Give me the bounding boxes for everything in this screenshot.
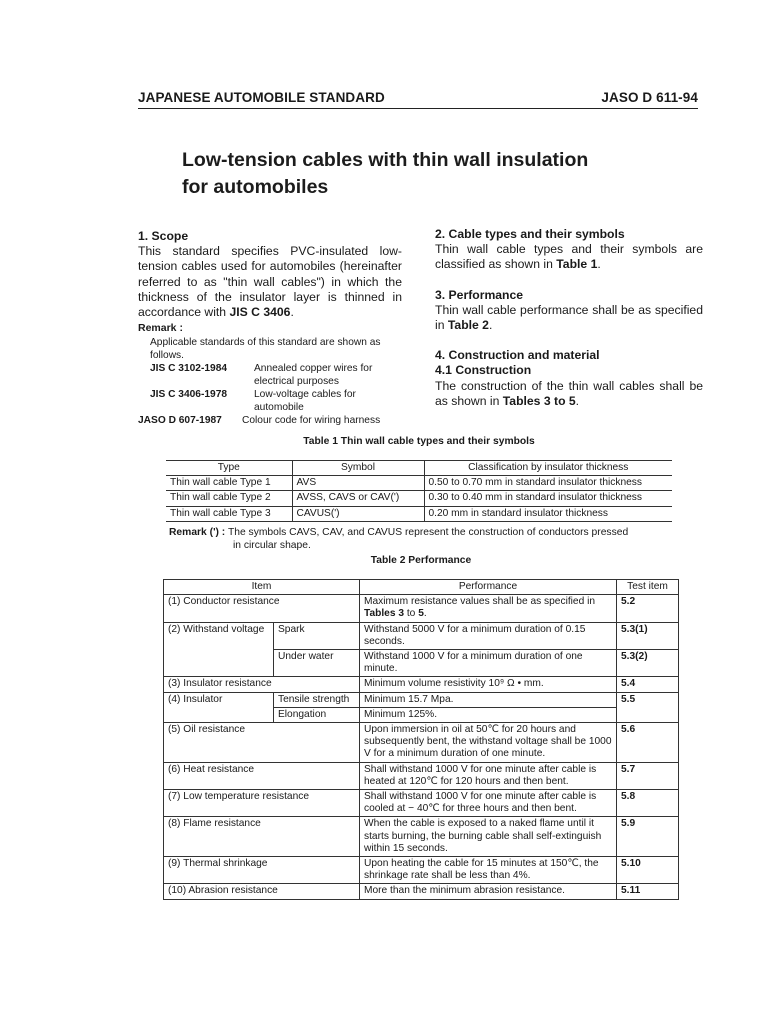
table-cell: 0.50 to 0.70 mm in standard insulator thickness <box>424 476 672 491</box>
table-header-row <box>166 461 672 476</box>
performance-text-main: Thin wall cable performance shall be as specified in <box>435 302 703 333</box>
document-title <box>182 147 702 201</box>
construction-text-main: The construction of the thin wall cables shall be as shown in <box>435 378 703 408</box>
cable-types-text-ref: Table 1 <box>556 257 598 272</box>
table-cell: Thin wall cable Type 3 <box>166 506 292 521</box>
scope-text-ref: JIS C 3406 <box>229 305 291 320</box>
table-row <box>164 723 679 763</box>
table-cell-item: (4) Insulator <box>164 692 274 722</box>
table-row <box>164 692 679 707</box>
table-cell-test: 5.11 <box>617 884 679 899</box>
performance-text-ref: Table 2 <box>447 318 489 333</box>
title-line-1: Low-tension cables with thin wall insulation <box>182 149 589 171</box>
construction-subheading: 4.1 Construction <box>435 363 532 378</box>
perf-text: to <box>404 608 419 620</box>
table-cell-performance: Shall withstand 1000 V for one minute after cable is cooled at − 40℃ for three hours and then bent. <box>360 790 617 817</box>
table-cell-performance: Shall withstand 1000 V for one minute after cable is heated at 120℃ for 120 hours and then bent. <box>360 762 617 789</box>
table2-header-item: Item <box>164 580 360 595</box>
table-cell-performance: Minimum 15.7 Mpa. <box>360 692 617 707</box>
perf-text: Maximum resistance values shall be as specified in <box>364 596 596 608</box>
table1-remark-label: Remark (') : <box>169 527 226 538</box>
table-cell: AVS <box>292 476 424 491</box>
standard-row <box>150 362 402 388</box>
table-cell: 0.20 mm in standard insulator thickness <box>424 506 672 521</box>
table-cell-test: 5.5 <box>617 692 679 722</box>
table-cell: AVSS, CAVS or CAV(') <box>292 491 424 506</box>
table-cell-item: (5) Oil resistance <box>164 723 360 763</box>
table-cell-performance: Withstand 5000 V for a minimum duration of 0.15 seconds. <box>360 622 617 649</box>
table-row <box>166 491 672 506</box>
table-row <box>164 790 679 817</box>
perf-ref: 5 <box>418 608 424 620</box>
table-cell-item: (8) Flame resistance <box>164 817 360 857</box>
table1-remark <box>169 527 679 552</box>
scope-text-main: This standard specifies PVC-insulated low-tension cables used for automobiles (hereinafter referred to as "thin wall cables") in which the thickness of the insulator layer is thinned in accordance with <box>138 244 402 320</box>
table-cell-item: (6) Heat resistance <box>164 762 360 789</box>
table2 <box>163 579 679 900</box>
standard-desc: Low-voltage cables for automobile <box>254 389 356 414</box>
scope-text-end: . <box>290 305 294 320</box>
performance-heading: 3. Performance <box>435 287 524 302</box>
standard-code: JIS C 3406-1978 <box>150 389 228 401</box>
table1-header-symbol: Symbol <box>292 461 424 476</box>
perf-text: . <box>423 608 427 620</box>
standard-desc: Colour code for wiring harness <box>242 415 381 427</box>
scope-heading: 1. Scope <box>138 229 189 243</box>
table-cell-subitem: Spark <box>274 622 360 649</box>
table-cell: 0.30 to 0.40 mm in standard insulator thickness <box>424 491 672 506</box>
table1-header-classification: Classification by insulator thickness <box>424 461 672 476</box>
table-cell-subitem: Elongation <box>274 707 360 722</box>
right-column <box>435 227 703 409</box>
table2-caption: Table 2 Performance <box>370 555 472 566</box>
standard-row <box>138 414 402 427</box>
table-cell-performance: When the cable is exposed to a naked flame until it starts burning, the burning cable shall self-extinguish within 15 seconds. <box>360 817 617 857</box>
table-row <box>166 476 672 491</box>
standard-desc: Annealed copper wires for electrical purposes <box>254 363 373 388</box>
scope-remark-heading: Remark : <box>138 322 183 335</box>
performance-text-end: . <box>488 318 493 333</box>
table1-remark-text: The symbols CAVS, CAV, and CAVUS represent the construction of conductors pressed <box>227 527 629 538</box>
table-cell-subitem: Tensile strength <box>274 692 360 707</box>
table-cell-subitem: Under water <box>274 650 360 677</box>
scope-text <box>138 244 402 320</box>
table1-header-type: Type <box>166 461 292 476</box>
table1-remark-text-2: in circular shape. <box>233 539 311 551</box>
construction-text-ref: Tables 3 to 5 <box>502 393 576 408</box>
table-cell-item: (1) Conductor resistance <box>164 595 360 622</box>
table-row <box>164 622 679 649</box>
table-cell-performance: More than the minimum abrasion resistance. <box>360 884 617 899</box>
header-right: JASO D 611-94 <box>601 90 698 105</box>
table-cell-performance: Minimum volume resistivity 10⁹ Ω • mm. <box>360 677 617 692</box>
perf-ref: Tables 3 <box>364 608 405 620</box>
standard-row <box>150 388 402 414</box>
cable-types-text-main: Thin wall cable types and their symbols are classified as shown in <box>435 242 703 272</box>
table-cell-test: 5.3(2) <box>617 650 679 677</box>
table-cell-test: 5.2 <box>617 595 679 622</box>
construction-text-end: . <box>575 393 580 408</box>
header-left: JAPANESE AUTOMOBILE STANDARD <box>138 90 385 105</box>
title-line-2: for automobiles <box>182 176 329 198</box>
cable-types-heading: 2. Cable types and their symbols <box>435 227 625 241</box>
table1-caption: Table 1 Thin wall cable types and their symbols <box>303 436 535 447</box>
standard-code: JASO D 607-1987 <box>138 415 222 427</box>
table-cell-performance: Withstand 1000 V for a minimum duration of one minute. <box>360 650 617 677</box>
table-cell-test: 5.9 <box>617 817 679 857</box>
table-cell: Thin wall cable Type 1 <box>166 476 292 491</box>
table-row <box>164 884 679 899</box>
table-cell-test: 5.7 <box>617 762 679 789</box>
standard-code: JIS C 3102-1984 <box>150 363 228 375</box>
running-header <box>138 90 698 109</box>
table-row <box>166 506 672 521</box>
table1 <box>166 460 672 522</box>
table-row <box>164 762 679 789</box>
left-column <box>138 229 402 427</box>
table-cell-item: (9) Thermal shrinkage <box>164 857 360 884</box>
scope-remark-text: Applicable standards of this standard are shown as follows. <box>150 337 381 362</box>
table-cell-item: (10) Abrasion resistance <box>164 884 360 899</box>
table-header-row <box>164 580 679 595</box>
table-row <box>164 677 679 692</box>
table-cell: Thin wall cable Type 2 <box>166 491 292 506</box>
table-cell-test: 5.10 <box>617 857 679 884</box>
table-cell-test: 5.3(1) <box>617 622 679 649</box>
table-cell-item: (7) Low temperature resistance <box>164 790 360 817</box>
table-row <box>164 817 679 857</box>
table-cell-item: (3) Insulator resistance <box>164 677 360 692</box>
table-row <box>164 595 679 622</box>
table-cell-performance <box>360 595 617 622</box>
table-cell-performance: Upon immersion in oil at 50℃ for 20 hours and subsequently bent, the withstand voltage shall be 1000 V for a minimum duration of one minute. <box>360 723 617 763</box>
table-cell-test: 5.4 <box>617 677 679 692</box>
performance-text <box>435 303 703 333</box>
table-cell-performance: Minimum 125%. <box>360 707 617 722</box>
table-cell-test: 5.6 <box>617 723 679 763</box>
construction-text <box>435 379 703 409</box>
cable-types-text <box>435 242 703 272</box>
table-row <box>164 857 679 884</box>
table-cell-performance: Upon heating the cable for 15 minutes at 150℃, the shrinkage rate shall be less than 4%. <box>360 857 617 884</box>
table-cell: CAVUS(') <box>292 506 424 521</box>
table-cell-test: 5.8 <box>617 790 679 817</box>
table-cell-item: (2) Withstand voltage <box>164 622 274 677</box>
cable-types-text-end: . <box>597 257 601 272</box>
construction-heading: 4. Construction and material <box>435 348 600 363</box>
scope-remark-body <box>138 336 402 427</box>
table2-header-performance: Performance <box>360 580 617 595</box>
table2-header-test-item: Test item <box>617 580 679 595</box>
